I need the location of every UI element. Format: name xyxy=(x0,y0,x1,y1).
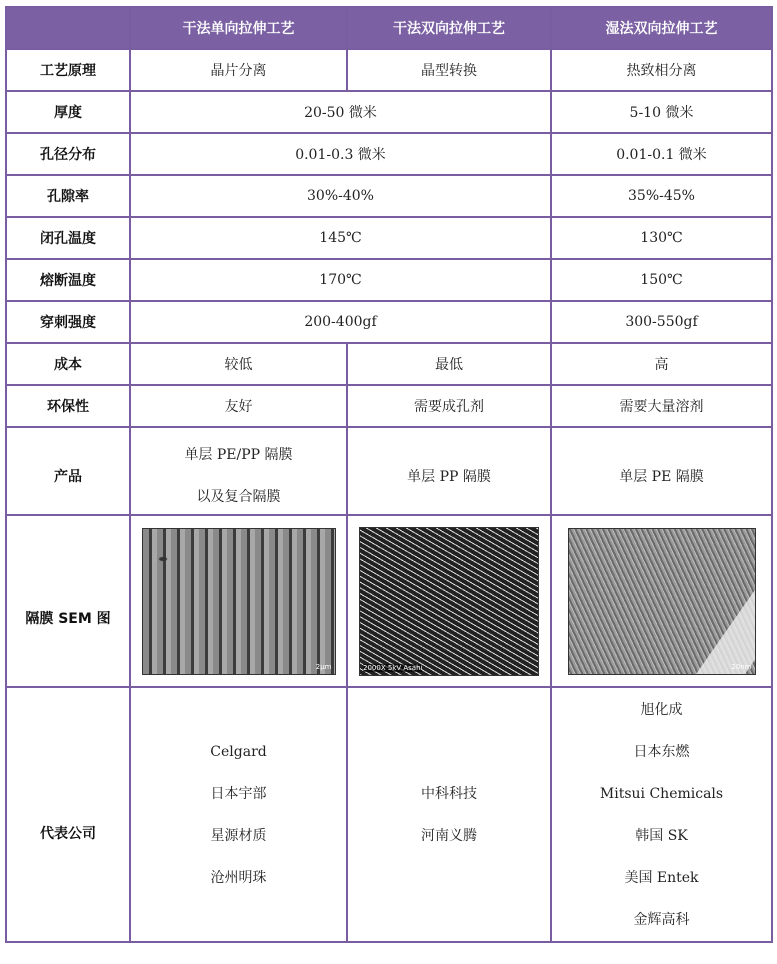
cell: 单层 PE 隔膜 xyxy=(551,427,772,515)
row-environmental xyxy=(6,385,772,427)
row-label: 孔隙率 xyxy=(6,175,130,217)
cell: 需要大量溶剂 xyxy=(551,385,772,427)
row-melt-temperature xyxy=(6,259,772,301)
product-line: 单层 PE/PP 隔膜 xyxy=(184,447,293,463)
row-pore-distribution xyxy=(6,133,772,175)
row-label: 产品 xyxy=(6,427,130,515)
company: 日本东燃 xyxy=(633,744,690,760)
cell-wet: 300-550gf xyxy=(551,301,772,343)
company: 韩国 SK xyxy=(635,828,688,844)
row-closing-temperature xyxy=(6,217,772,259)
sem-image-dry-biaxial xyxy=(359,527,539,676)
company: 星源材质 xyxy=(210,828,267,844)
row-label: 厚度 xyxy=(6,91,130,133)
company: Mitsui Chemicals xyxy=(599,786,724,802)
cell-wet: 150℃ xyxy=(551,259,772,301)
cell-companies xyxy=(551,687,772,942)
header-wet-biaxial: 湿法双向拉伸工艺 xyxy=(551,7,772,49)
row-label: 工艺原理 xyxy=(6,49,130,91)
cell-wet: 35%-45% xyxy=(551,175,772,217)
company: 美国 Entek xyxy=(624,870,699,886)
header-row xyxy=(6,7,772,49)
cell: 高 xyxy=(551,343,772,385)
company: 金辉高科 xyxy=(633,912,690,928)
cell: 单层 PP 隔膜 xyxy=(347,427,551,515)
cell: 需要成孔剂 xyxy=(347,385,551,427)
header-dry-uniaxial: 干法单向拉伸工艺 xyxy=(130,7,347,49)
row-label: 熔断温度 xyxy=(6,259,130,301)
separator-process-comparison-table xyxy=(5,6,773,943)
header-corner xyxy=(6,7,130,49)
cell-dry: 30%-40% xyxy=(130,175,551,217)
cell-dry: 20-50 微米 xyxy=(130,91,551,133)
row-label: 隔膜 SEM 图 xyxy=(6,515,130,687)
sem-image-wet-biaxial xyxy=(568,528,756,675)
cell-wet: 5-10 微米 xyxy=(551,91,772,133)
row-label: 孔径分布 xyxy=(6,133,130,175)
row-thickness xyxy=(6,91,772,133)
cell-companies xyxy=(347,687,551,942)
cell: 最低 xyxy=(347,343,551,385)
company: 河南义腾 xyxy=(421,828,477,844)
row-label: 代表公司 xyxy=(6,687,130,942)
cell: 较低 xyxy=(130,343,347,385)
header-dry-biaxial: 干法双向拉伸工艺 xyxy=(347,7,551,49)
company: Celgard xyxy=(210,744,267,760)
row-cost xyxy=(6,343,772,385)
row-principle xyxy=(6,49,772,91)
cell-sem xyxy=(130,515,347,687)
row-label: 成本 xyxy=(6,343,130,385)
cell-dry: 200-400gf xyxy=(130,301,551,343)
cell-dry: 0.01-0.3 微米 xyxy=(130,133,551,175)
row-label: 穿刺强度 xyxy=(6,301,130,343)
row-puncture-strength xyxy=(6,301,772,343)
cell: 友好 xyxy=(130,385,347,427)
row-porosity xyxy=(6,175,772,217)
company: 沧州明珠 xyxy=(210,870,267,886)
product-line: 以及复合隔膜 xyxy=(196,489,281,505)
cell-dry: 170℃ xyxy=(130,259,551,301)
row-companies xyxy=(6,687,772,942)
company: 日本宇部 xyxy=(210,786,267,802)
cell: 晶片分离 xyxy=(130,49,347,91)
cell-dry: 145℃ xyxy=(130,217,551,259)
company: 中科科技 xyxy=(421,786,477,802)
row-product xyxy=(6,427,772,515)
company: 旭化成 xyxy=(640,702,683,718)
cell-sem xyxy=(347,515,551,687)
cell: 晶型转换 xyxy=(347,49,551,91)
row-label: 闭孔温度 xyxy=(6,217,130,259)
sem-scale-label: 2000X 5kV Asahi xyxy=(363,663,423,672)
cell-companies xyxy=(130,687,347,942)
sem-scale-label: 2μm xyxy=(315,662,332,671)
cell-wet: 130℃ xyxy=(551,217,772,259)
cell-wet: 0.01-0.1 微米 xyxy=(551,133,772,175)
row-sem xyxy=(6,515,772,687)
cell-sem xyxy=(551,515,772,687)
row-label: 环保性 xyxy=(6,385,130,427)
cell: 热致相分离 xyxy=(551,49,772,91)
sem-scale-label: 20nm xyxy=(731,662,752,671)
cell xyxy=(130,427,347,515)
sem-image-dry-uniaxial xyxy=(142,528,336,675)
